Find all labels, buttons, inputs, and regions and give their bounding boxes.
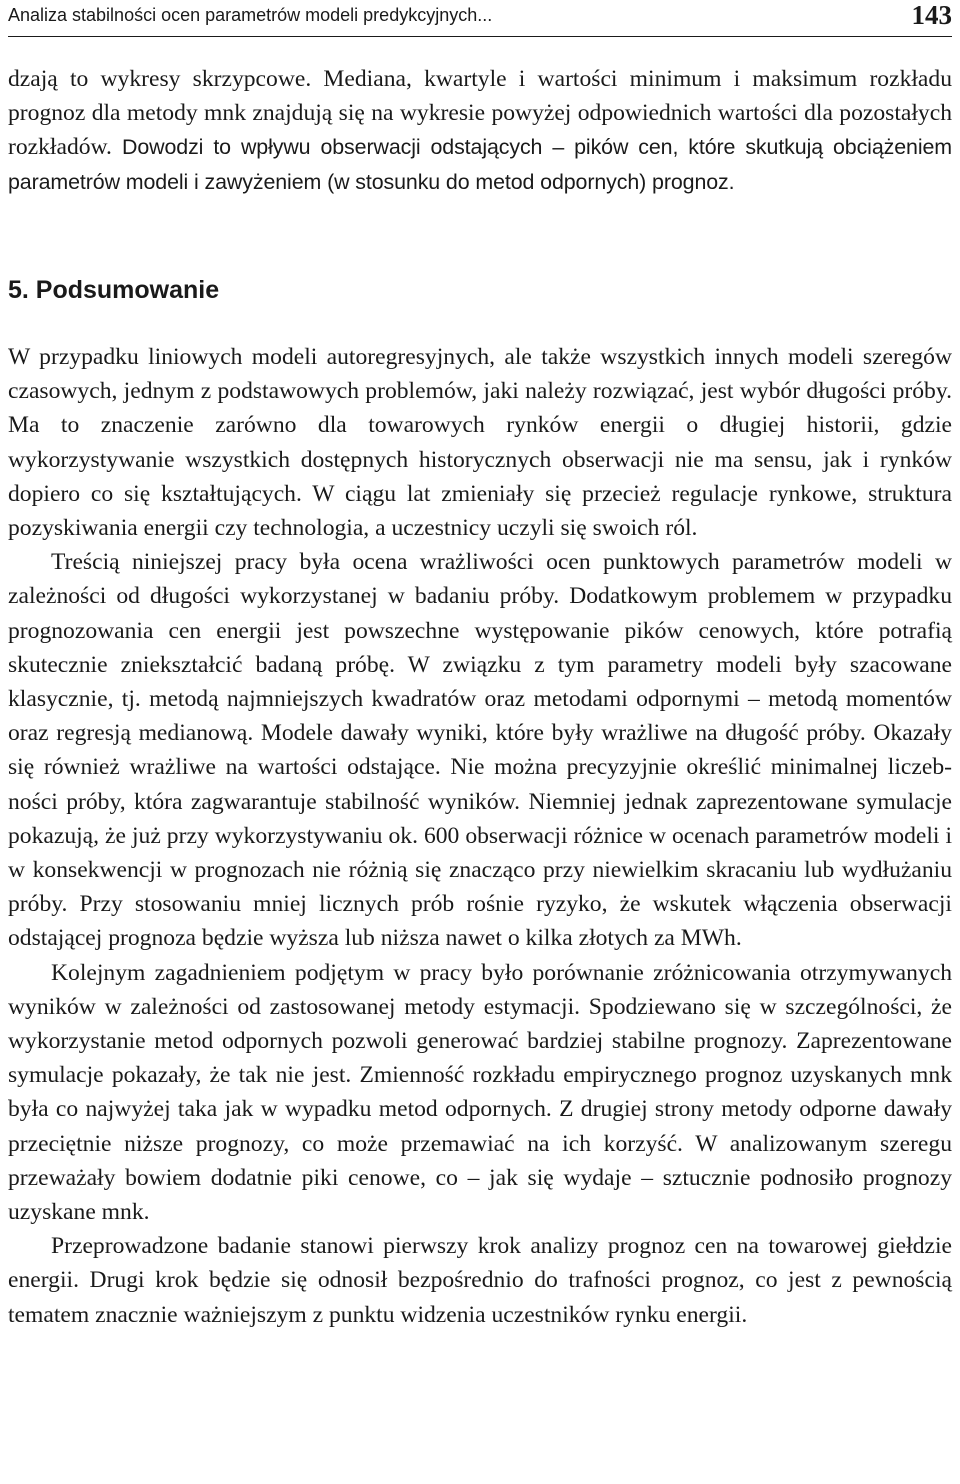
paragraph: Treścią niniejszej pracy była ocena wrażliwości ocen punktowych parametrów modeli w zależności od długości wykorzystanej w badaniu próby. Dodatkowym problemem w przypadku prognozowania cen energii jest powszechne występowanie pików cenowych, które potrafią skutecznie zniekształcić badaną próbę. W związku z tym parametry modeli były szacowane klasycznie, tj. metodą najmniejszych kwadratów oraz metodami odpornymi – metodą momentów oraz regresją medianową. Modele dawały wyniki, które były wrażliwe na długość próby. Okazały się również wrażliwe na wartości odstające. Nie można precyzyjnie określić minimalnej liczebności próby, która zagwarantuje stabilność wyników. Niemniej jednak zaprezentowane symulacje pokazują, że już przy wykorzystywaniu ok. 600 obserwacji różnice w ocenach parametrów modeli i w konsekwencji w prognozach nie różnią się znacząco przy niewielkim skracaniu lub wydłużaniu próby. Przy stosowaniu mniej licznych prób rośnie ryzyko, że wskutek włączenia obserwacji odstającej prognoza będzie wyższa lub niższa nawet o kilka złotych za MWh. xyxy=(8,549,952,952)
intro-paragraph xyxy=(8,62,952,199)
paragraph: Przeprowadzone badanie stanowi pierwszy krok analizy prognoz cen na towarowej giełdzie energii. Drugi krok będzie się odnosił bezpośrednio do trafności prognoz, co jest z pewnością tematem znacznie ważniejszym z punktu widzenia uczestników rynku energii. xyxy=(8,1233,952,1328)
intro-serif-text: dzają to wykresy skrzypcowe. Mediana, kwartyle i wartości minimum i maksimum rozkładu prognoz dla metody mnk znajdują się na wykresie powyżej odpowiednich wartości dla pozostałych rozkładów. xyxy=(8,66,952,161)
page-number: 143 xyxy=(911,0,952,30)
running-title: Analiza stabilności ocen parametrów modeli predykcyjnych... xyxy=(8,5,493,25)
paragraph: Kolejnym zagadnieniem podjętym w pracy było porównanie zróżnicowania otrzymywanych wyników w zależności od zastosowanej metody estymacji. Spodziewano się w szczególności, że wykorzystanie metod odpornych pozwoli generować bardziej stabilne prognozy. Zaprezentowane symulacje pokazały, że tak nie jest. Zmienność rozkładu empirycznego prognoz uzyskanych mnk była co najwyżej taka jak w wypadku metod odpornych. Z drugiej strony metody odporne dawały przeciętnie niższe prognozy, co może przemawiać na ich korzyść. W analizowanym szeregu przeważały bowiem dodatnie piki cenowe, co – jak się wydaje – sztucznie podnosiło prognozy uzyskane mnk. xyxy=(8,959,952,1226)
paragraph: W przypadku liniowych modeli autoregresyjnych, ale także wszystkich innych modeli szeregów czasowych, jednym z podstawowych problemów, jaki należy rozwiązać, jest wybór długości próby. Ma to znaczenie zarówno dla towarowych rynków energii o długiej historii, gdzie wykorzystywanie wszystkich dostępnych historycznych obserwacji nie ma sensu, jak i rynków dopiero co się kształtujących. W ciągu lat zmieniały się przecież regulacje rynkowe, struktura pozyskiwania energii czy technologia, a uczestnicy uczyli się swoich ról. xyxy=(8,344,952,542)
section-heading: 5. Podsumowanie xyxy=(8,276,220,304)
running-header xyxy=(8,2,952,37)
intro-sans-text: Dowodzi to wpływu obserwacji odstających – pików cen, które skutkują obciążeniem parametrów modeli i zawyżeniem (w stosunku do metod odpornych) prognoz. xyxy=(8,135,952,194)
section-body xyxy=(8,340,952,1332)
